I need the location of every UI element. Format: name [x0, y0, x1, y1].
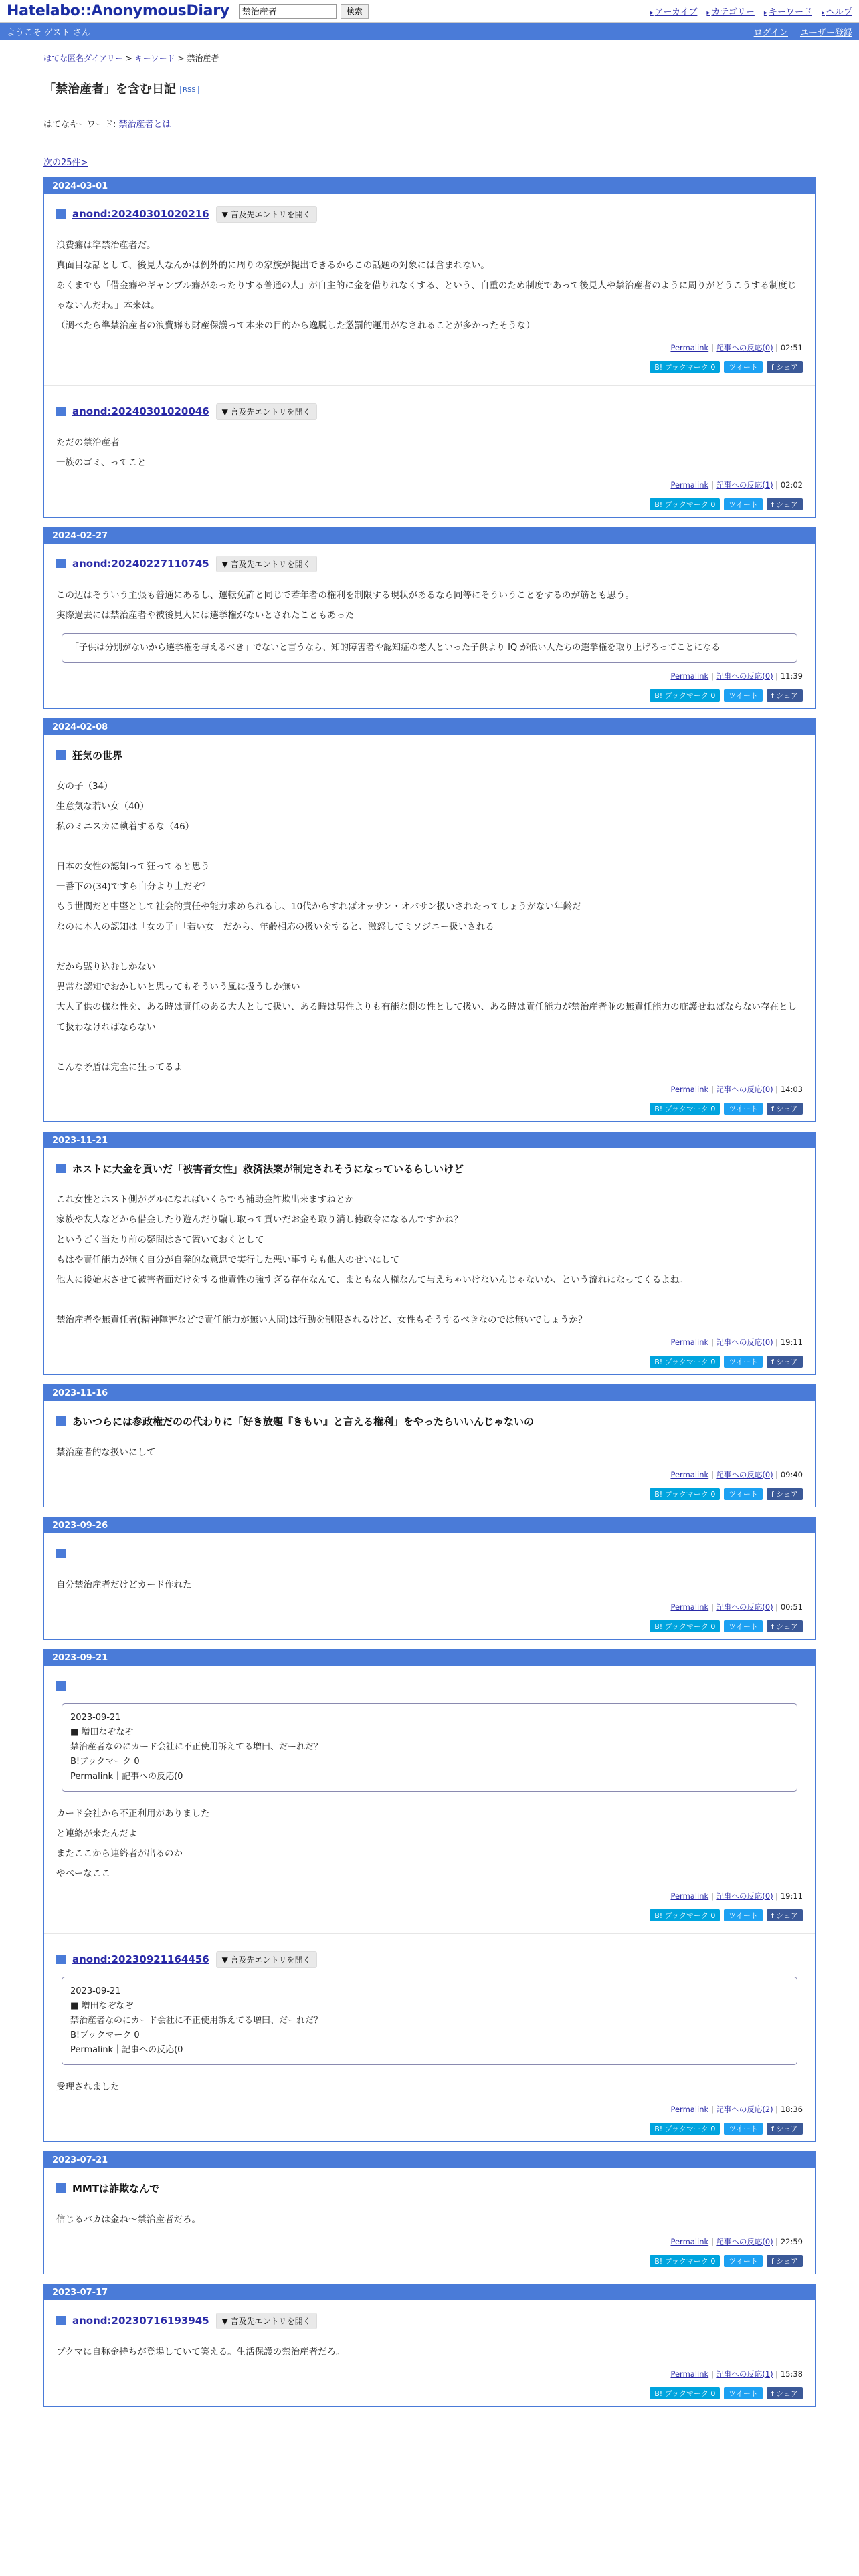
diary-section	[44, 1401, 815, 1507]
day-block	[43, 2151, 816, 2274]
post-time: 22:59	[780, 2237, 803, 2246]
day-block	[43, 2284, 816, 2407]
section-text	[56, 1804, 803, 1884]
day-date[interactable]: 2024-03-01	[44, 178, 815, 194]
tweet-button[interactable]: ツイート	[724, 1103, 762, 1115]
body-line: ブクマに自称金持ちが登場していて笑える。生活保護の禁治産者だろ。	[56, 2347, 345, 2357]
section-meta: Permalink | 記事への反応(0) | 14:03	[670, 1085, 803, 1094]
permalink-link[interactable]: Permalink	[670, 2237, 709, 2246]
keyword-link[interactable]: 禁治産者とは	[118, 120, 171, 130]
reactions-link[interactable]: 記事への反応(0)	[716, 1470, 773, 1479]
body-line: 禁治産者的な扱いにして	[56, 1447, 156, 1458]
section-text	[56, 235, 803, 336]
nav-archive[interactable]: ▸ アーカイブ	[650, 5, 698, 17]
body-line	[56, 937, 803, 957]
entry-title: あいつらには参政権だのの代わりに「好き放題『きもい』と言える権利」をやったらいいんじゃないの	[72, 1415, 535, 1428]
search-button[interactable]: 検索	[341, 4, 369, 19]
facebook-share-button[interactable]: f シェア	[767, 498, 803, 510]
day-date[interactable]: 2024-02-27	[44, 528, 815, 544]
open-reference-button[interactable]: ▼ 言及先エントリを開く	[216, 403, 317, 420]
quote-line: ■ 増田なぞなぞ	[70, 2001, 134, 2011]
facebook-share-button[interactable]: f シェア	[767, 1488, 803, 1500]
quote-line: Permalink｜記事への反応(0	[70, 1772, 183, 1782]
day-date[interactable]: 2023-09-21	[44, 1650, 815, 1666]
share-buttons	[56, 2255, 803, 2267]
body-line: もう世間だと中堅として社会的責任や能力求められるし、10代からすればオッサン・オバサン扱いされたってしょうがない年齢だ	[56, 901, 581, 912]
tweet-button[interactable]: ツイート	[724, 2387, 762, 2399]
facebook-share-button[interactable]: f シェア	[767, 1103, 803, 1115]
quote-line: 2023-09-21	[70, 1986, 121, 1996]
body-line: というごく当たり前の疑問はさて置いておくとして	[56, 1235, 264, 1245]
reference-quote	[62, 1703, 797, 1792]
body-line: 家族や友人などから借金したり遊んだり騙し取って貢いだお金も取り消し徳政令になるんですかね？	[56, 1214, 463, 1225]
entry-title: ホストに大金を貢いだ「被害者女性」救済法案が制定されそうになっているらしいけど	[72, 1162, 464, 1175]
rss-icon[interactable]: RSS	[180, 86, 199, 94]
share-buttons	[56, 2387, 803, 2399]
share-buttons	[56, 1909, 803, 1921]
section-text	[56, 2342, 803, 2362]
day-block	[43, 177, 816, 518]
body-line	[56, 1037, 803, 1057]
page-title	[43, 80, 816, 97]
section-title	[56, 402, 803, 421]
body-line	[56, 837, 803, 857]
tweet-button[interactable]: ツイート	[724, 689, 762, 702]
body-line	[56, 1290, 803, 1310]
share-buttons	[56, 1488, 803, 1500]
facebook-share-button[interactable]: f シェア	[767, 2255, 803, 2267]
top-bar	[0, 0, 859, 23]
section-title	[56, 1950, 803, 1969]
permalink-link[interactable]: Permalink	[670, 1337, 709, 1347]
tweet-button[interactable]: ツイート	[724, 361, 762, 373]
diary-section	[44, 2300, 815, 2406]
body-line: 日本の女性の認知って狂ってると思う	[56, 861, 210, 872]
post-time: 02:51	[780, 343, 803, 352]
section-title	[56, 554, 803, 573]
section-body	[56, 1703, 803, 1884]
section-body	[56, 585, 803, 663]
share-buttons	[56, 1103, 803, 1115]
body-line: 私のミニスカに執着するな（46）	[56, 821, 195, 832]
bookmark-button[interactable]: B! ブックマーク 0	[650, 1103, 720, 1115]
entry-id-link[interactable]: anond:20230921164456	[72, 1953, 209, 1965]
day-date[interactable]: 2023-07-21	[44, 2152, 815, 2168]
breadcrumb-home[interactable]: はてな匿名ダイアリー	[43, 53, 123, 63]
body-line: 禁治産者や無責任者(精神障害などで責任能力が無い人間)は行動を制限されるけど、女性もそうするべきなのでは無いでしょうか？	[56, 1315, 587, 1325]
permalink-link[interactable]: Permalink	[670, 1470, 709, 1479]
quote-line: B!ブックマーク 0	[70, 2030, 140, 2040]
permalink-link[interactable]: Permalink	[670, 1602, 709, 1612]
body-line: これ女性とホスト側がグルになればいくらでも補助金詐欺出来ますねとか	[56, 1194, 354, 1205]
permalink-link[interactable]: Permalink	[670, 2105, 709, 2114]
section-meta: Permalink | 記事への反応(0) | 09:40	[670, 1470, 803, 1479]
main-content	[0, 52, 859, 2407]
share-buttons	[56, 689, 803, 702]
reactions-link[interactable]: 記事への反応(0)	[716, 671, 773, 681]
section-meta: Permalink | 記事への反応(0) | 19:11	[670, 1337, 803, 1347]
permalink-link[interactable]: Permalink	[670, 1085, 709, 1094]
reactions-link[interactable]: 記事への反応(0)	[716, 1891, 773, 1901]
section-title	[56, 746, 803, 764]
user-bar	[0, 23, 859, 40]
reactions-link[interactable]: 記事への反応(2)	[716, 2105, 773, 2114]
diary-section	[44, 1939, 815, 2141]
post-time: 18:36	[780, 2105, 803, 2114]
body-line: あくまでも「借金癖やギャンブル癖があったりする普通の人」が自主的に金を借りれなくする、という、自重のため制度であって後見人や禁治産者のように周りがどうこうする制度じゃないんだわ。」本来は。	[56, 280, 797, 311]
section-square-icon	[56, 209, 66, 219]
bookmark-button[interactable]: B! ブックマーク 0	[650, 1488, 720, 1500]
section-square-icon	[56, 1681, 66, 1691]
section-text	[56, 585, 803, 625]
top-nav	[650, 5, 852, 17]
keyword-line	[43, 117, 816, 130]
section-text	[56, 1442, 803, 1463]
bookmark-button[interactable]: B! ブックマーク 0	[650, 1909, 720, 1921]
tweet-button[interactable]: ツイート	[724, 498, 762, 510]
quote-line: 禁治産者なのにカード会社に不正使用訴えてる増田、だーれだ？	[70, 1742, 323, 1752]
day-block	[43, 1649, 816, 2142]
body-line: 生意気な若い女（40）	[56, 801, 149, 812]
section-body	[56, 2210, 803, 2230]
entry-id-link[interactable]: anond:20240301020216	[72, 208, 209, 220]
bookmark-button[interactable]: B! ブックマーク 0	[650, 689, 720, 702]
diary-section	[44, 1666, 815, 1928]
entry-id-link[interactable]: anond:20240227110745	[72, 558, 209, 570]
day-date[interactable]: 2023-11-21	[44, 1132, 815, 1148]
section-title	[56, 1544, 803, 1563]
section-meta: Permalink | 記事への反応(0) | 19:11	[670, 1891, 803, 1901]
day-date[interactable]: 2023-11-16	[44, 1385, 815, 1401]
body-line: 大人子供の様な性を、ある時は責任のある大人として扱い、ある時は男性よりも有能な側の性として扱い、ある時は責任能力が禁治産者並の無責任能力の庇護せねばならない存在として扱わなければならない	[56, 1002, 797, 1033]
section-body	[56, 1442, 803, 1463]
tweet-button[interactable]: ツイート	[724, 1620, 762, 1632]
section-title	[56, 2311, 803, 2330]
section-square-icon	[56, 2183, 66, 2193]
reference-quote	[62, 1977, 797, 2065]
search-input[interactable]	[239, 4, 337, 19]
body-line: 受理されました	[56, 2082, 120, 2092]
tweet-button[interactable]: ツイート	[724, 1356, 762, 1368]
facebook-share-button[interactable]: f シェア	[767, 2123, 803, 2135]
bookmark-button[interactable]: B! ブックマーク 0	[650, 361, 720, 373]
login-link[interactable]: ログイン	[753, 27, 788, 38]
body-line: と連絡が来たんだよ	[56, 1828, 138, 1839]
day-block	[43, 527, 816, 709]
nav-category[interactable]: ▸ カテゴリー	[706, 5, 755, 17]
reactions-link[interactable]: 記事への反応(0)	[716, 1337, 773, 1347]
body-line: 一族のゴミ、ってこと	[56, 457, 147, 468]
register-link[interactable]: ユーザー登録	[799, 27, 852, 38]
section-text	[56, 1190, 803, 1330]
section-square-icon	[56, 1549, 66, 1558]
diary-section	[44, 544, 815, 708]
section-title	[56, 1412, 803, 1430]
reactions-link[interactable]: 記事への反応(0)	[716, 2237, 773, 2246]
quote-line: Permalink｜記事への反応(0	[70, 2045, 183, 2055]
section-body	[56, 776, 803, 1077]
section-text	[56, 433, 803, 473]
body-line: やべーなここ	[56, 1868, 110, 1879]
entry-id-link[interactable]: anond:20230716193945	[72, 2315, 209, 2327]
page-title-text: 「禁治産者」を含む日記	[43, 82, 176, 96]
section-square-icon	[56, 2316, 66, 2325]
entry-title: MMTは詐欺なんで	[72, 2182, 160, 2195]
body-line: （調べたら準禁治産者の浪費癖も財産保護って本来の目的から逸脱した懲罰的運用がなされることが多かったそうな）	[56, 320, 535, 331]
diary-section	[44, 1148, 815, 1374]
diary-section	[44, 2168, 815, 2274]
body-line: またここから連絡者が出るのか	[56, 1848, 183, 1859]
day-block	[43, 1132, 816, 1375]
quote-line: ■ 増田なぞなぞ	[70, 1727, 134, 1737]
share-buttons	[56, 498, 803, 510]
body-line: 女の子（34）	[56, 781, 113, 792]
quote-line: 禁治産者なのにカード会社に不正使用訴えてる増田、だーれだ？	[70, 2016, 323, 2026]
body-line: なのに本人の認知は「女の子」「若い女」だから、年齢相応の扱いをすると、激怒してミソジニー扱いされる	[56, 922, 494, 932]
section-meta: Permalink | 記事への反応(0) | 00:51	[670, 1602, 803, 1612]
entry-title: 狂気の世界	[72, 749, 123, 762]
section-square-icon	[56, 407, 66, 416]
section-body	[56, 1190, 803, 1330]
reactions-link[interactable]: 記事への反応(0)	[716, 343, 773, 352]
section-meta: Permalink | 記事への反応(1) | 15:38	[670, 2369, 803, 2379]
section-text	[56, 1575, 803, 1595]
section-square-icon	[56, 1416, 66, 1426]
diary-section	[44, 391, 815, 517]
body-line: だから黙り込むしかない	[56, 962, 156, 972]
day-block	[43, 718, 816, 1122]
body-line: 一番下の(34)ですら自分より上だぞ？	[56, 881, 211, 892]
reactions-link[interactable]: 記事への反応(0)	[716, 1602, 773, 1612]
next-page-link[interactable]: 次の25件>	[43, 158, 88, 168]
body-line: カード会社から不正利用がありました	[56, 1808, 210, 1819]
bookmark-button[interactable]: B! ブックマーク 0	[650, 2387, 720, 2399]
permalink-link[interactable]: Permalink	[670, 1891, 709, 1901]
body-line: 真面目な話として、後見人なんかは例外的に周りの家族が提出できるからこの話題の対象には含まれない。	[56, 260, 490, 271]
bookmark-button[interactable]: B! ブックマーク 0	[650, 498, 720, 510]
nav-keyword[interactable]: ▸ キーワード	[764, 5, 812, 17]
body-line: 自分禁治産者だけどカード作れた	[56, 1580, 192, 1590]
section-title	[56, 1677, 803, 1695]
facebook-share-button[interactable]: f シェア	[767, 1909, 803, 1921]
body-line: 浪費癖は準禁治産者だ。	[56, 240, 156, 251]
quote-line: B!ブックマーク 0	[70, 1757, 140, 1767]
permalink-link[interactable]: Permalink	[670, 343, 709, 352]
bookmark-button[interactable]: B! ブックマーク 0	[650, 1356, 720, 1368]
section-square-icon	[56, 559, 66, 568]
open-reference-button[interactable]: ▼ 言及先エントリを開く	[216, 206, 317, 223]
open-reference-button[interactable]: ▼ 言及先エントリを開く	[216, 2313, 317, 2329]
body-line: もはや責任能力が無く自分が自発的な意思で実行した悪い事すらも他人のせいにして	[56, 1255, 399, 1265]
post-time: 02:02	[780, 480, 803, 490]
diary-section	[44, 1533, 815, 1639]
reactions-link[interactable]: 記事への反応(1)	[716, 480, 773, 490]
bookmark-button[interactable]: B! ブックマーク 0	[650, 1620, 720, 1632]
body-line: 実際過去には禁治産者や被後見人には選挙権がないとされたこともあった	[56, 610, 355, 621]
section-body	[56, 2342, 803, 2362]
tweet-button[interactable]: ツイート	[724, 1488, 762, 1500]
post-time: 14:03	[780, 1085, 803, 1094]
reactions-link[interactable]: 記事への反応(0)	[716, 1085, 773, 1094]
permalink-link[interactable]: Permalink	[670, 671, 709, 681]
day-block	[43, 1517, 816, 1640]
share-buttons	[56, 361, 803, 373]
section-body	[56, 235, 803, 336]
tweet-button[interactable]: ツイート	[724, 2123, 762, 2135]
section-title	[56, 2179, 803, 2197]
quote-line: 2023-09-21	[70, 1713, 121, 1723]
day-block	[43, 1384, 816, 1507]
breadcrumb-keyword[interactable]: キーワード	[134, 53, 175, 63]
post-time: 09:40	[780, 1470, 803, 1479]
body-line: ただの禁治産者	[56, 437, 120, 448]
blockquote: 「子供は分別がないから選挙権を与えるべき」でないと言うなら、知的障害者や認知症の老人といった子供より IQ が低い人たちの選挙権を取り上げろってことになる	[62, 633, 797, 663]
breadcrumb-current: 禁治産者	[187, 53, 219, 63]
share-buttons	[56, 1356, 803, 1368]
open-reference-button[interactable]: ▼ 言及先エントリを開く	[216, 1951, 317, 1968]
share-buttons	[56, 2123, 803, 2135]
section-divider	[44, 385, 815, 386]
day-list	[43, 177, 816, 2407]
bookmark-button[interactable]: B! ブックマーク 0	[650, 2123, 720, 2135]
day-date[interactable]: 2024-02-08	[44, 719, 815, 735]
section-meta: Permalink | 記事への反応(1) | 02:02	[670, 480, 803, 490]
section-meta: Permalink | 記事への反応(2) | 18:36	[670, 2105, 803, 2114]
facebook-share-button[interactable]: f シェア	[767, 1356, 803, 1368]
facebook-share-button[interactable]: f シェア	[767, 2387, 803, 2399]
section-square-icon	[56, 750, 66, 760]
body-line: 異常な認知でおかしいと思ってもそういう風に扱うしか無い	[56, 982, 300, 992]
post-time: 15:38	[780, 2369, 803, 2379]
body-line: 他人に後始末させて被害者面だけをする他責性の強すぎる存在なんて、まともな人権なんて与えちゃいけないんじゃないか、という流れになってくるよね。	[56, 1275, 688, 1285]
body-line: こんな矛盾は完全に狂ってるよ	[56, 1062, 183, 1073]
post-time: 19:11	[780, 1891, 803, 1901]
section-text	[56, 2210, 803, 2230]
nav-help[interactable]: ▸ ヘルプ	[822, 5, 852, 17]
tweet-button[interactable]: ツイート	[724, 1909, 762, 1921]
section-title	[56, 205, 803, 223]
section-title	[56, 1159, 803, 1178]
section-text	[56, 2077, 803, 2097]
diary-section	[44, 194, 815, 380]
facebook-share-button[interactable]: f シェア	[767, 1620, 803, 1632]
diary-section	[44, 735, 815, 1121]
permalink-link[interactable]: Permalink	[670, 2369, 709, 2379]
facebook-share-button[interactable]: f シェア	[767, 689, 803, 702]
body-line: 信じるバカは金ね〜禁治産者だろ。	[56, 2214, 201, 2225]
site-logo[interactable]: Hatelabo::AnonymousDiary	[7, 3, 229, 19]
welcome-text: ようこそ ゲスト さん	[7, 27, 90, 38]
bookmark-button[interactable]: B! ブックマーク 0	[650, 2255, 720, 2267]
permalink-link[interactable]: Permalink	[670, 480, 709, 490]
section-meta: Permalink | 記事への反応(0) | 11:39	[670, 671, 803, 681]
tweet-button[interactable]: ツイート	[724, 2255, 762, 2267]
post-time: 11:39	[780, 671, 803, 681]
open-reference-button[interactable]: ▼ 言及先エントリを開く	[216, 556, 317, 572]
share-buttons	[56, 1620, 803, 1632]
reactions-link[interactable]: 記事への反応(1)	[716, 2369, 773, 2379]
keyword-label: はてなキーワード:	[43, 120, 119, 130]
facebook-share-button[interactable]: f シェア	[767, 361, 803, 373]
section-text	[56, 776, 803, 1077]
section-meta: Permalink | 記事への反応(0) | 22:59	[670, 2237, 803, 2246]
body-line: この辺はそういう主張も普通にあるし、運転免許と同じで若年者の権利を制限する現状があるなら同等にそういうことをするのが筋とも思う。	[56, 590, 634, 601]
entry-id-link[interactable]: anond:20240301020046	[72, 405, 209, 417]
day-date[interactable]: 2023-09-26	[44, 1517, 815, 1533]
section-body	[56, 1977, 803, 2097]
section-divider	[44, 1933, 815, 1934]
section-meta: Permalink | 記事への反応(0) | 02:51	[670, 343, 803, 352]
post-time: 00:51	[780, 1602, 803, 1612]
section-square-icon	[56, 1955, 66, 1964]
section-body	[56, 1575, 803, 1595]
section-square-icon	[56, 1164, 66, 1173]
breadcrumb: はてな匿名ダイアリー > キーワード > 禁治産者	[43, 53, 219, 63]
section-body	[56, 433, 803, 473]
day-date[interactable]: 2023-07-17	[44, 2284, 815, 2300]
post-time: 19:11	[780, 1337, 803, 1347]
